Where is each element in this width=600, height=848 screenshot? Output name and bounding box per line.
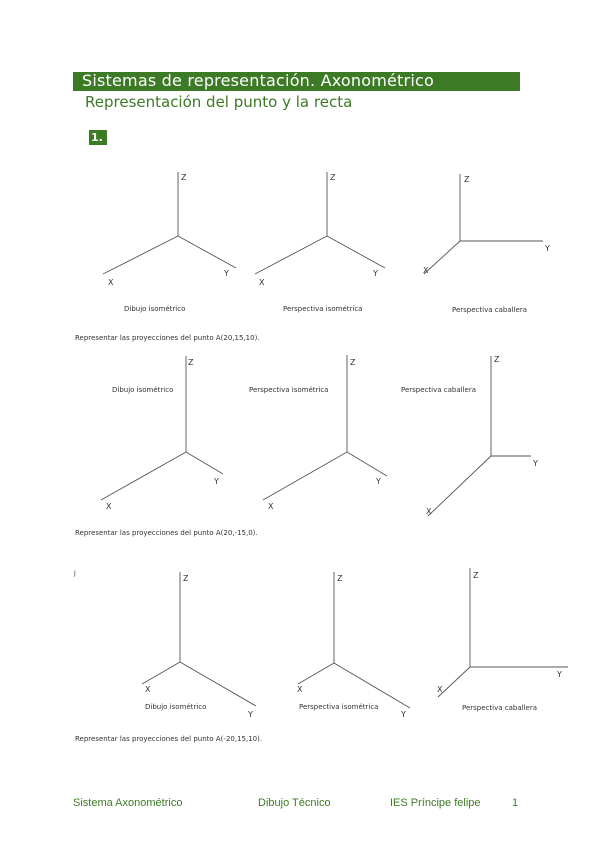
axis-label-y: Y xyxy=(376,477,381,486)
task-3: Representar las proyecciones del punto A(-20,15,10). xyxy=(75,735,263,743)
footer-left: Sistema Axonométrico xyxy=(73,797,183,809)
axis-label-z: Z xyxy=(183,574,189,583)
axis-label-x: X xyxy=(423,266,429,275)
row2-cavalier-axes xyxy=(428,356,531,516)
axis-label-y: Y xyxy=(557,670,562,679)
axis-label-x: X xyxy=(437,685,443,694)
row3-iso-drawing-axes xyxy=(142,572,256,706)
axis-label-x: X xyxy=(145,685,151,694)
axis-label-y: Y xyxy=(224,269,229,278)
footer-center: Dibujo Técnico xyxy=(258,797,331,809)
task-1: Representar las proyecciones del punto A(20,15,10). xyxy=(75,334,260,342)
row3-cavalier-axes xyxy=(438,568,568,697)
caption-iso-perspective: Perspectiva isométrica xyxy=(299,703,379,711)
row1-cavalier-axes xyxy=(424,174,543,274)
caption-cavalier: Perspectiva caballera xyxy=(452,306,527,314)
caption-iso-drawing: Dibujo isométrico xyxy=(112,386,174,394)
axis-label-x: X xyxy=(106,502,112,511)
row2-iso-drawing-axes xyxy=(101,356,223,500)
row1-iso-drawing-axes xyxy=(103,172,236,274)
axis-label-z: Z xyxy=(188,358,194,367)
axis-label-z: Z xyxy=(337,574,343,583)
axis-label-y: Y xyxy=(545,244,550,253)
axis-label-z: Z xyxy=(464,175,470,184)
axis-label-z: Z xyxy=(494,355,500,364)
footer-page-number: 1 xyxy=(512,797,519,809)
axis-label-z: Z xyxy=(473,571,479,580)
axis-label-z: Z xyxy=(181,173,187,182)
caption-cavalier: Perspectiva caballera xyxy=(462,704,537,712)
row3-iso-perspective-axes xyxy=(298,572,410,708)
caption-iso-perspective: Perspectiva isométrica xyxy=(249,386,329,394)
axis-label-x: X xyxy=(426,507,432,516)
page-title: Sistemas de representación. Axonométrico xyxy=(82,71,434,90)
axis-label-y: Y xyxy=(373,269,378,278)
axis-label-y: Y xyxy=(214,477,219,486)
task-2: Representar las proyecciones del punto A(20,-15,0). xyxy=(75,529,258,537)
caption-iso-drawing: Dibujo isométrico xyxy=(145,703,207,711)
axis-label-x: X xyxy=(108,278,114,287)
caption-iso-drawing: Dibujo isométrico xyxy=(124,305,186,313)
page-subtitle: Representación del punto y la recta xyxy=(85,93,353,111)
axis-label-x: X xyxy=(297,685,303,694)
footer-right: IES Príncipe felipe xyxy=(390,797,481,809)
caption-cavalier: Perspectiva caballera xyxy=(401,386,476,394)
axis-label-z: Z xyxy=(350,358,356,367)
row1-iso-perspective-axes xyxy=(255,172,385,274)
exercise-number: 1. xyxy=(89,130,107,145)
axis-label-z: Z xyxy=(330,173,336,182)
axis-label-x: X xyxy=(259,278,265,287)
row2-iso-perspective-axes xyxy=(263,355,387,500)
caption-iso-perspective: Perspectiva isométrica xyxy=(283,305,363,313)
axis-label-y: Y xyxy=(248,710,253,719)
axis-label-x: X xyxy=(268,502,274,511)
axis-label-y: Y xyxy=(401,710,406,719)
axis-label-y: Y xyxy=(533,459,538,468)
row3-marker: J xyxy=(74,570,76,577)
